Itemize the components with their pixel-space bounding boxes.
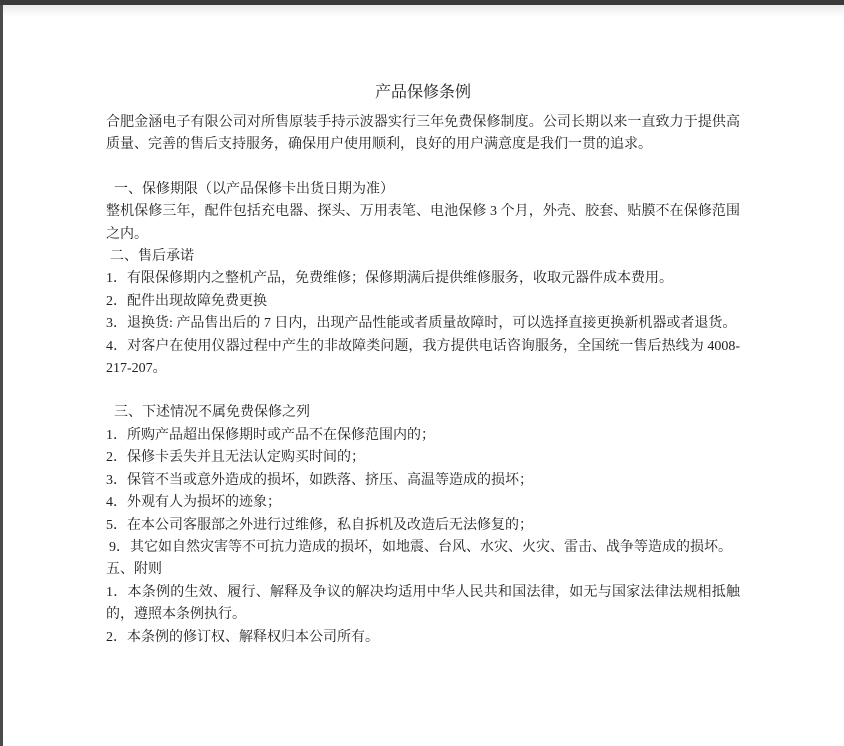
exclusion-item: 5．在本公司客服部之外进行过维修，私自拆机及改造后无法修复的；	[106, 517, 533, 533]
section-supplementary-heading: 五、附则	[106, 562, 162, 578]
document-page	[106, 80, 740, 649]
top-edge-shadow	[0, 5, 844, 17]
exclusion-item: 3．保管不当或意外造成的损坏，如跌落、挤压、高温等造成的损坏；	[106, 472, 533, 488]
supplementary-item: 1．本条例的生效、履行、解释及争议的解决均适用中华人民共和国法律，如无与国家法律法规相抵触的，遵照本条例执行。	[106, 584, 740, 623]
exclusion-item: 4．外观有人为损坏的迹象；	[106, 495, 281, 511]
exclusion-item: 1．所购产品超出保修期时或产品不在保修范围内的；	[106, 427, 435, 443]
window-left-edge	[0, 0, 3, 746]
blank-line	[106, 157, 740, 179]
service-promise-item: 2．配件出现故障免费更换	[106, 293, 267, 309]
section-warranty-period-heading: 一、保修期限（以产品保修卡出货日期为准）	[114, 181, 394, 197]
service-promise-item: 1．有限保修期内之整机产品，免费维修；保修期满后提供维修服务，收取元器件成本费用。	[106, 271, 673, 287]
section-warranty-period-body: 整机保修三年，配件包括充电器、探头、万用表笔、电池保修 3 个月，外壳、胶套、贴膜不在保修范围之内。	[106, 204, 740, 242]
section-exclusions-heading: 三、下述情况不属免费保修之列	[114, 405, 310, 421]
service-promise-item: 4．对客户在使用仪器过程中产生的非故障类问题，我方提供电话咨询服务，全国统一售后热线为 4008-217-207。	[106, 338, 740, 377]
section-service-promise-heading: 二、售后承诺	[110, 249, 194, 265]
window-top-edge	[0, 0, 844, 5]
blank-line	[106, 380, 740, 402]
document-title: 产品保修条例	[374, 84, 471, 101]
supplementary-item: 2．本条例的修订权、解释权归本公司所有。	[106, 629, 379, 645]
exclusion-item: 2．保修卡丢失并且无法认定购买时间的；	[106, 450, 365, 466]
service-promise-item: 3．退换货: 产品售出后的 7 日内，出现产品性能或者质量故障时，可以选择直接更换新机器或者退货。	[106, 316, 737, 332]
exclusion-item: 9．其它如自然灾害等不可抗力造成的损坏，如地震、台风、水灾、火灾、雷击、战争等造成的损坏。	[109, 539, 732, 555]
intro-paragraph: 合肥金涵电子有限公司对所售原装手持示波器实行三年免费保修制度。公司长期以来一直致力于提供高质量、完善的售后支持服务，确保用户使用顺利，良好的用户满意度是我们一贯的追求。	[106, 115, 740, 153]
